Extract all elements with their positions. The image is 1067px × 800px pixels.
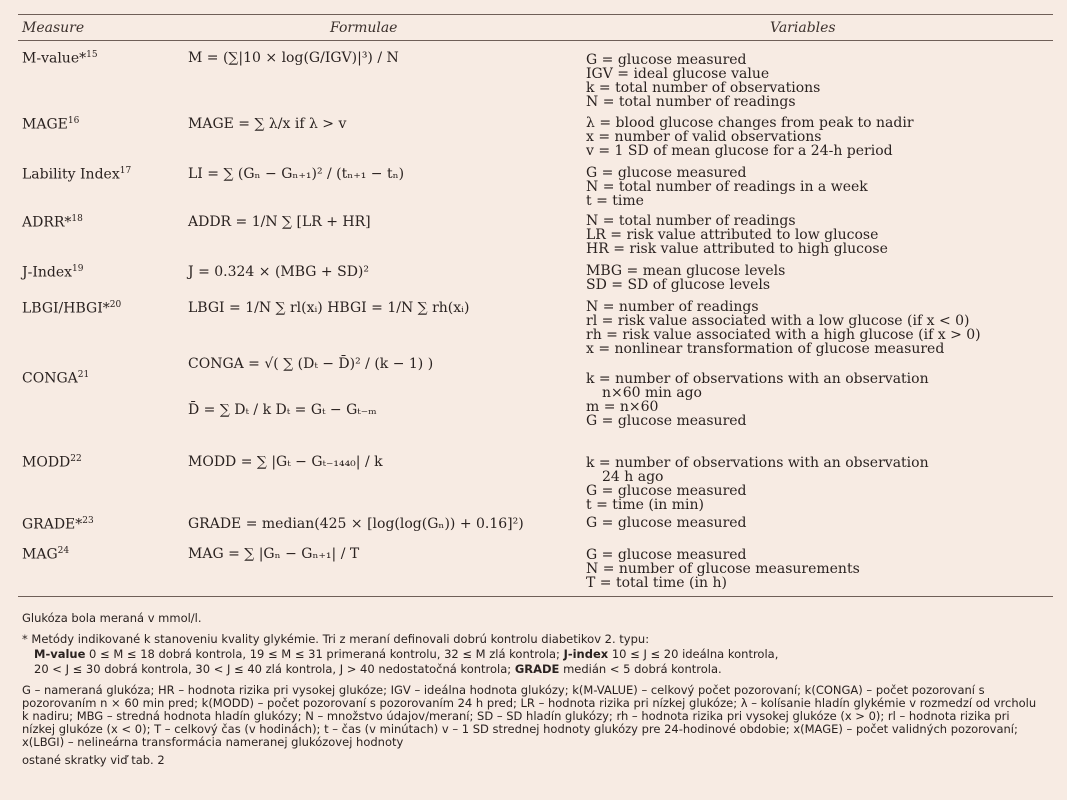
measure-cell: J-Index$^{19}$ (22, 264, 84, 281)
formula-cell: MODD = ∑ |Gₜ − Gₜ₋₁₄₄₀| / k (188, 454, 383, 470)
measure-cell: MAG$^{24}$ (22, 546, 70, 563)
formula-cell: MAGE = ∑ λ/x if λ > v (188, 116, 347, 132)
formula-cell: LI = ∑ (Gₙ − Gₙ₊₁)² / (tₙ₊₁ − tₙ) (188, 166, 405, 182)
measure-cell: MAGE$^{16}$ (22, 116, 80, 133)
formula-cell-secondary: D̄ = ∑ Dₜ / k Dₜ = Gₜ − Gₜ₋ₘ (188, 402, 377, 418)
table-notes (22, 612, 1042, 772)
variables-cell: N = total number of readings LR = risk value attributed to low glucose HR = risk value attributed to high glucose (586, 213, 888, 257)
variables-cell: k = number of observations with an observation 24 h ago G = glucose measured t = time (in min) (586, 455, 929, 513)
top-rule (18, 14, 1053, 15)
measure-cell: M-value*$^{15}$ (22, 50, 98, 67)
measure-cell: ADRR*$^{18}$ (22, 214, 83, 231)
formula-cell: M = (∑|10 × log(G/IGV)|³) / N (188, 50, 399, 66)
measure-cell: CONGA$^{21}$ (22, 370, 90, 387)
measure-cell: MODD$^{22}$ (22, 454, 82, 471)
formula-cell: MAG = ∑ |Gₙ − Gₙ₊₁| / T (188, 546, 360, 562)
bottom-rule (18, 596, 1053, 597)
variables-cell: k = number of observations with an observation n×60 min ago m = n×60 G = glucose measured (586, 371, 929, 429)
variables-cell: G = glucose measured N = number of glucose measurements T = total time (in h) (586, 547, 860, 591)
formula-cell: CONGA = √( ∑ (Dₜ − D̄)² / (k − 1) ) (188, 356, 434, 372)
asterisk-detail: M-value 0 ≤ M ≤ 18 dobrá kontrola, 19 ≤ M ≤ 31 primeraná kontrolu, 32 ≤ M zlá kontrola; J-index 10 ≤ J ≤ 20 ideálna kontrola, (34, 647, 779, 661)
formula-cell: GRADE = median(425 × [log(log(Gₙ)) + 0.16]²) (188, 516, 524, 532)
formula-cell: J = 0.324 × (MBG + SD)² (188, 264, 370, 280)
variables-cell: N = number of readings rl = risk value associated with a low glucose (if x < 0) rh = risk value associated with a high glucose (if x > 0) x = nonlinear transformation of glucose measured (586, 299, 981, 357)
measure-cell: LBGI/HBGI*$^{20}$ (22, 300, 122, 317)
variables-cell: G = glucose measured N = total number of readings in a week t = time (586, 165, 868, 209)
asterisk-detail-2: 20 < J ≤ 30 dobrá kontrola, 30 < J ≤ 40 zlá kontrola, J > 40 nedostatočná kontrola; GRADE medián < 5 dobrá kontrola. (34, 662, 722, 676)
measure-cell: Lability Index$^{17}$ (22, 166, 132, 183)
variables-cell: MBG = mean glucose levels SD = SD of glucose levels (586, 263, 786, 293)
variables-cell: G = glucose measured (586, 515, 747, 531)
asterisk-note: * Metódy indikované k stanoveniu kvality glykémie. Tri z meraní definovali dobrú kontrolu diabetikov 2. typu: (22, 632, 650, 646)
other-abbreviations-note: ostané skratky viď tab. 2 (22, 753, 165, 767)
abbreviations-note: G – nameraná glukóza; HR – hodnota rizika pri vysokej glukóze; IGV – ideálna hodnota glukózy; k(M-VALUE) – celkový počet pozorovaní; k(CONGA) – počet pozorovaní s pozorovaním n × 60 min pred; k(MODD) – počet pozorovaní s pozorovaním 24 h pred; LR – hodnota rizika pri nízkej glukóze; λ – kolísanie hladín glykémie v rozmedzí od vrcholu k nadiru; MBG – stredná hodnota hladín glukózy; N – množstvo údajov/meraní; SD – SD hladín glukózy; rh – hodnota rizika pri vysokej glukóze (x > 0); rl – hodnota rizika pri nízkej glukóze (x < 0); T – celkový čas (v hodinách); t – čas (v minútach) v – 1 SD strednej hodnoty glukózy pre 24-hodinové obdobie; x(MAGE) – počet validných pozorovaní; x(LBGI) – nelineárna transformácia nameranej glukózovej hodnoty (22, 683, 1037, 749)
header-rule (18, 40, 1053, 41)
header-measure: Measure (22, 20, 85, 36)
formula-cell: LBGI = 1/N ∑ rl(xᵢ) HBGI = 1/N ∑ rh(xᵢ) (188, 300, 470, 316)
measure-cell: GRADE*$^{23}$ (22, 516, 94, 533)
variables-cell: G = glucose measured IGV = ideal glucose value k = total number of observations N = total number of readings (586, 52, 821, 110)
header-formulae: Formulae (330, 20, 398, 36)
units-note: Glukóza bola meraná v mmol/l. (22, 611, 202, 625)
header-variables: Variables (770, 20, 836, 36)
variables-cell: λ = blood glucose changes from peak to nadir x = number of valid observations v = 1 SD of mean glucose for a 24-h period (586, 115, 914, 159)
formula-cell: ADDR = 1/N ∑ [LR + HR] (188, 214, 371, 230)
